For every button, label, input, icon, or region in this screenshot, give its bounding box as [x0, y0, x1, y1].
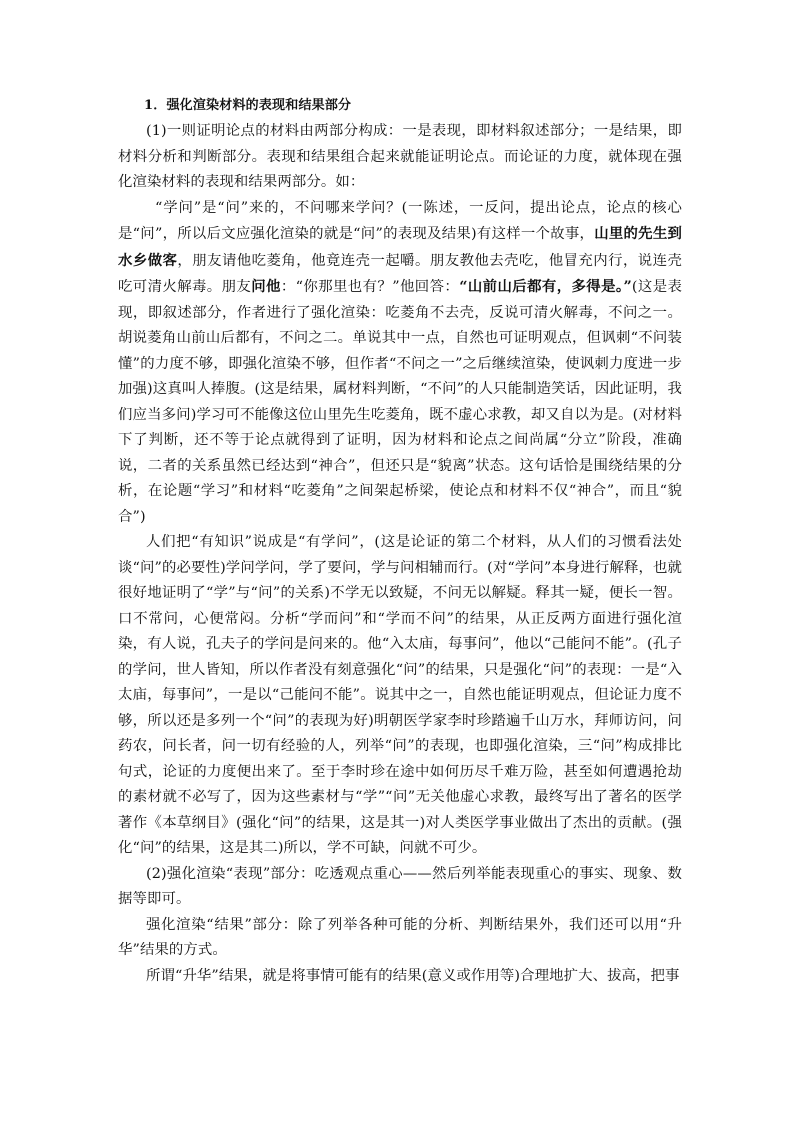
- document-page: [118, 93, 682, 989]
- paragraph-example-one: [118, 196, 682, 531]
- example-one-text-c: ，朋友请他吃菱角，他竟连壳一起嚼。朋友教他去壳吃，他冒充内行，说连壳吃可清火解毒。朋友: [118, 252, 682, 295]
- example-one-bold-a: 山里的先生到水乡做客: [118, 225, 682, 269]
- example-one-text-d: ：“你那里也有？”他回答：: [280, 279, 460, 295]
- paragraph-sublimation: 所谓“升华”结果，就是将事情可能有的结果(意义或作用等)合理地扩大、拔高，把事: [146, 967, 680, 984]
- example-one-bold-c: “山前山后都有，多得是。”: [459, 278, 632, 295]
- paragraph-result: 强化渲染“结果”部分：除了列举各种可能的分析、判断结果外，我们还可以用“升华”结果的方式。: [118, 916, 682, 958]
- paragraph-example-two: 人们把“有知识”说成是“有学问”，(这是论证的第二个材料，从人们的习惯看法处谈“问”的必要性)学问学问，学了要问，学与问相辅而行。(对“学问”本身进行解释，也就很好地证明了“学”与“问”的关系)不学无以致疑，不问无以解疑。释其一疑，便长一智。口不常问，心便常闷。分析“学而问”和“学而不问”的结果，从正反两方面进行强化渲染，有人说，孔夫子的学问是问来的。他“入太庙，每事问”，他以“己能问不能”。(孔子的学问，世人皆知，所以作者没有刻意强化“问”的结果，只是强化“问”的表现：一是“入太庙，每事问”，一是以“己能问不能”。说其中之一，自然也能证明观点，但论证力度不够，所以还是多列一个“问”的表现为好)明朝医学家李时珍踏遍千山万水，拜师访问，问药农，问长者，问一切有经验的人，列举“问”的表现，也即强化渲染，三“问”构成排比句式，论证的力度便出来了。至于李时珍在途中如何历尽千难万险，甚至如何遭遇抢劫的素材就不必写了，因为这些素材与“学”“问”无关他虚心求教，最终写出了著名的医学著作《本草纲目》(强化“问”的结果，这是其一)对人类医学事业做出了杰出的贡献。(强化“问”的结果，这是其二)所以，学不可缺，问就不可少。: [118, 534, 682, 856]
- section-heading: 1．强化渲染材料的表现和结果部分: [144, 98, 352, 113]
- example-one-text-a: “学问”是“问”来的，不问哪来学问？(一陈述，一反问，提出论点，论点的核心是“问”，所以后文应强化渲染的就是“问”的表现及结果)有这样一个故事，: [118, 199, 682, 242]
- paragraph-definition: (1)一则证明论点的材料由两部分构成：一是表现，即材料叙述部分；一是结果，即材料分析和判断部分。表现和结果组合起来就能证明论点。而论证的力度，就体现在强化渲染材料的表现和结果两部分。如：: [118, 123, 682, 190]
- example-one-bold-b: 问他: [251, 278, 281, 295]
- example-one-text-e: (这是表现，即叙述部分，作者进行了强化渲染：吃菱角不去壳，反说可清火解毒，不问之一。胡说菱角山前山后都有，不问之二。单说其中一点，自然也可证明观点，但讽刺“不问装懂”的力度不够，即强化渲染不够，但作者“不问之一”之后继续渲染，使讽刺力度进一步加强)这真叫人捧腹。(这是结果，属材料判断，“不问”的人只能制造笑话，因此证明，我们应当多问)学习可不能像这位山里先生吃菱角，既不虚心求教，却又自以为是。(对材料下了判断，还不等于论点就得到了证明，因为材料和论点之间尚属“分立”阶段，准确说，二者的关系虽然已经达到“神合”，但还只是“貌离”状态。这句话恰是围绕结果的分析，在论题“学习”和材料“吃菱角”之间架起桥梁，使论点和材料不仅“神合”，而且“貌合”): [118, 279, 683, 525]
- paragraph-expression: (2)强化渲染“表现”部分：吃透观点重心——然后列举能表现重心的事实、现象、数据等即可。: [118, 865, 682, 907]
